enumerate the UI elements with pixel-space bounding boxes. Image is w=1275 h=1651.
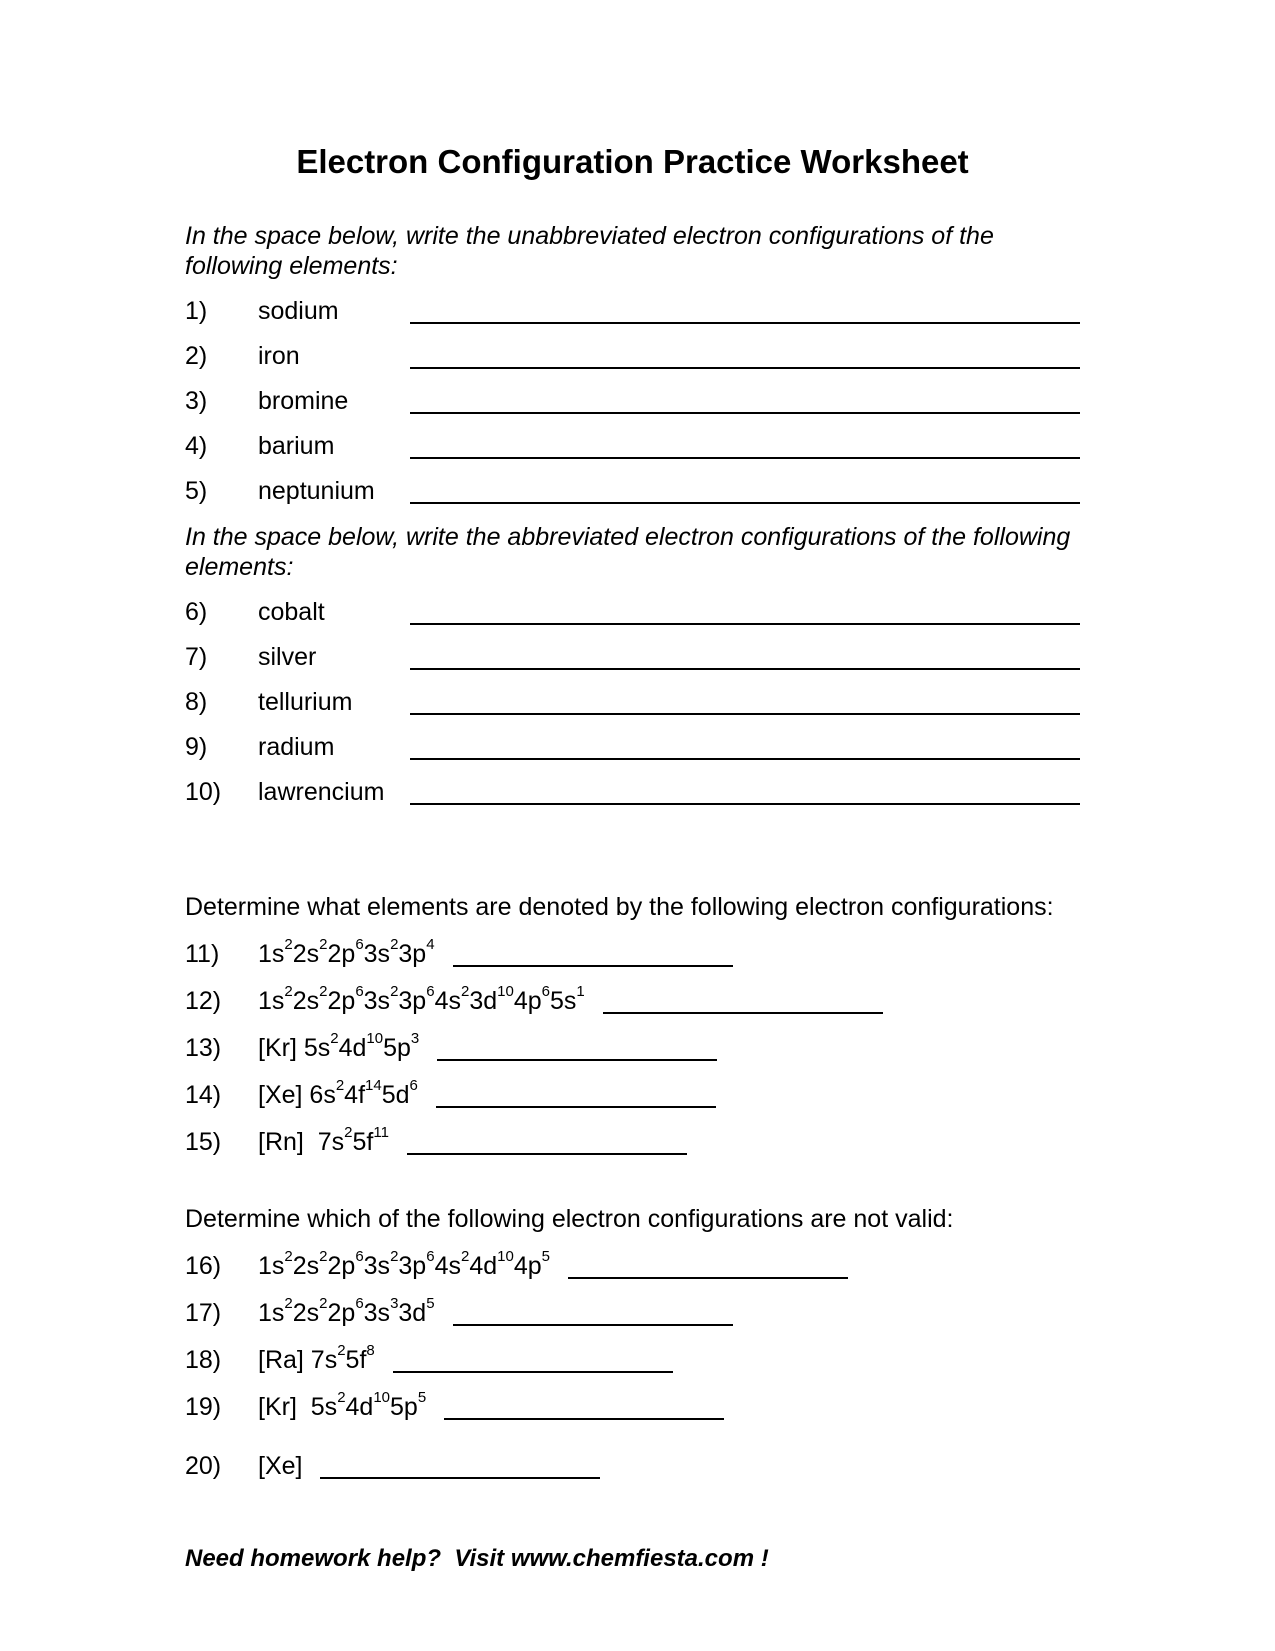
item-number: 18) <box>185 1346 222 1374</box>
item-number: 8) <box>185 688 208 716</box>
answer-blank <box>410 803 1080 805</box>
answer-blank <box>410 758 1080 760</box>
list-validity <box>185 1234 1080 1481</box>
worksheet-item-17 <box>185 1281 1080 1328</box>
worksheet-item-1 <box>185 281 1080 326</box>
element-name: barium <box>258 432 335 460</box>
item-number: 1) <box>185 297 208 325</box>
instruction-unabbreviated: In the space below, write the unabbreviated electron configurations of the following elements: <box>185 222 994 280</box>
item-number: 16) <box>185 1252 222 1280</box>
item-number: 9) <box>185 733 208 761</box>
answer-blank <box>410 457 1080 459</box>
item-number: 14) <box>185 1081 222 1109</box>
item-number: 11) <box>185 940 220 968</box>
element-name: sodium <box>258 297 339 325</box>
answer-blank <box>410 367 1080 369</box>
element-name: iron <box>258 342 300 370</box>
electron-configuration: [Kr] $5s^24d^{10}5p^3$ <box>258 1030 420 1062</box>
item-number: 2) <box>185 342 208 370</box>
list-abbreviated <box>185 582 1080 807</box>
electron-configuration: $1s^22s^22p^63s^23p^4$ <box>258 936 435 968</box>
answer-blank <box>436 1106 716 1108</box>
worksheet-item-15 <box>185 1110 1080 1157</box>
item-number: 19) <box>185 1393 222 1421</box>
item-number: 15) <box>185 1128 222 1156</box>
worksheet-item-12 <box>185 969 1080 1016</box>
worksheet-item-3 <box>185 371 1080 416</box>
answer-blank <box>437 1059 717 1061</box>
worksheet-item-13 <box>185 1016 1080 1063</box>
worksheet-item-14 <box>185 1063 1080 1110</box>
worksheet-item-4 <box>185 416 1080 461</box>
item-number: 12) <box>185 987 222 1015</box>
list-unabbreviated <box>185 281 1080 506</box>
item-number: 7) <box>185 643 208 671</box>
answer-blank <box>410 713 1080 715</box>
worksheet-item-5 <box>185 461 1080 506</box>
answer-blank <box>410 668 1080 670</box>
element-name: neptunium <box>258 477 375 505</box>
answer-blank <box>444 1418 724 1420</box>
answer-blank <box>393 1371 673 1373</box>
worksheet-item-20 <box>185 1434 1080 1481</box>
answer-blank <box>603 1012 883 1014</box>
list-identify <box>185 922 1080 1157</box>
worksheet-item-11 <box>185 922 1080 969</box>
element-name: lawrencium <box>258 778 385 806</box>
electron-configuration: [Kr] $5s^24d^{10}5p^5$ <box>258 1389 427 1421</box>
worksheet-item-16 <box>185 1234 1080 1281</box>
answer-blank <box>453 965 733 967</box>
worksheet-item-9 <box>185 717 1080 762</box>
worksheet-item-2 <box>185 326 1080 371</box>
electron-configuration: [Xe] <box>258 1452 303 1480</box>
worksheet-item-10 <box>185 762 1080 807</box>
item-number: 10) <box>185 778 222 806</box>
electron-configuration: $1s^22s^22p^63s^23p^64s^23d^{10}4p^65s^1$ <box>258 983 585 1015</box>
instruction-abbreviated: In the space below, write the abbreviated electron configurations of the following elements: <box>185 523 1071 581</box>
answer-blank <box>320 1477 600 1479</box>
worksheet-item-19 <box>185 1375 1080 1422</box>
item-number: 6) <box>185 598 208 626</box>
item-number: 20) <box>185 1452 222 1480</box>
answer-blank <box>407 1153 687 1155</box>
electron-configuration: $1s^22s^22p^63s^23p^64s^24d^{10}4p^5$ <box>258 1248 550 1280</box>
worksheet-item-7 <box>185 627 1080 672</box>
electron-configuration: [Rn] $7s^25f^{11}$ <box>258 1124 389 1156</box>
electron-configuration: [Ra] $7s^25f^8$ <box>258 1342 375 1374</box>
instruction-validity: Determine which of the following electron configurations are not valid: <box>185 1205 954 1233</box>
worksheet-item-8 <box>185 672 1080 717</box>
worksheet-item-6 <box>185 582 1080 627</box>
electron-configuration: [Xe] $6s^24f^{14}5d^6$ <box>258 1077 418 1109</box>
worksheet-item-18 <box>185 1328 1080 1375</box>
electron-configuration: $1s^22s^22p^63s^33d^5$ <box>258 1295 435 1327</box>
element-name: tellurium <box>258 688 353 716</box>
item-number: 4) <box>185 432 208 460</box>
answer-blank <box>453 1324 733 1326</box>
item-number: 3) <box>185 387 208 415</box>
item-number: 13) <box>185 1034 222 1062</box>
element-name: cobalt <box>258 598 325 626</box>
answer-blank <box>568 1277 848 1279</box>
answer-blank <box>410 623 1080 625</box>
worksheet-content <box>185 143 1080 1573</box>
answer-blank <box>410 502 1080 504</box>
element-name: silver <box>258 643 317 671</box>
homework-help-footer: Need homework help? Visit www.chemfiesta.com ! <box>185 1545 769 1572</box>
answer-blank <box>410 412 1080 414</box>
element-name: bromine <box>258 387 349 415</box>
page-title: Electron Configuration Practice Worksheet <box>296 143 969 180</box>
element-name: radium <box>258 733 335 761</box>
item-number: 5) <box>185 477 208 505</box>
item-number: 17) <box>185 1299 222 1327</box>
answer-blank <box>410 322 1080 324</box>
instruction-identify: Determine what elements are denoted by the following electron configurations: <box>185 893 1054 921</box>
